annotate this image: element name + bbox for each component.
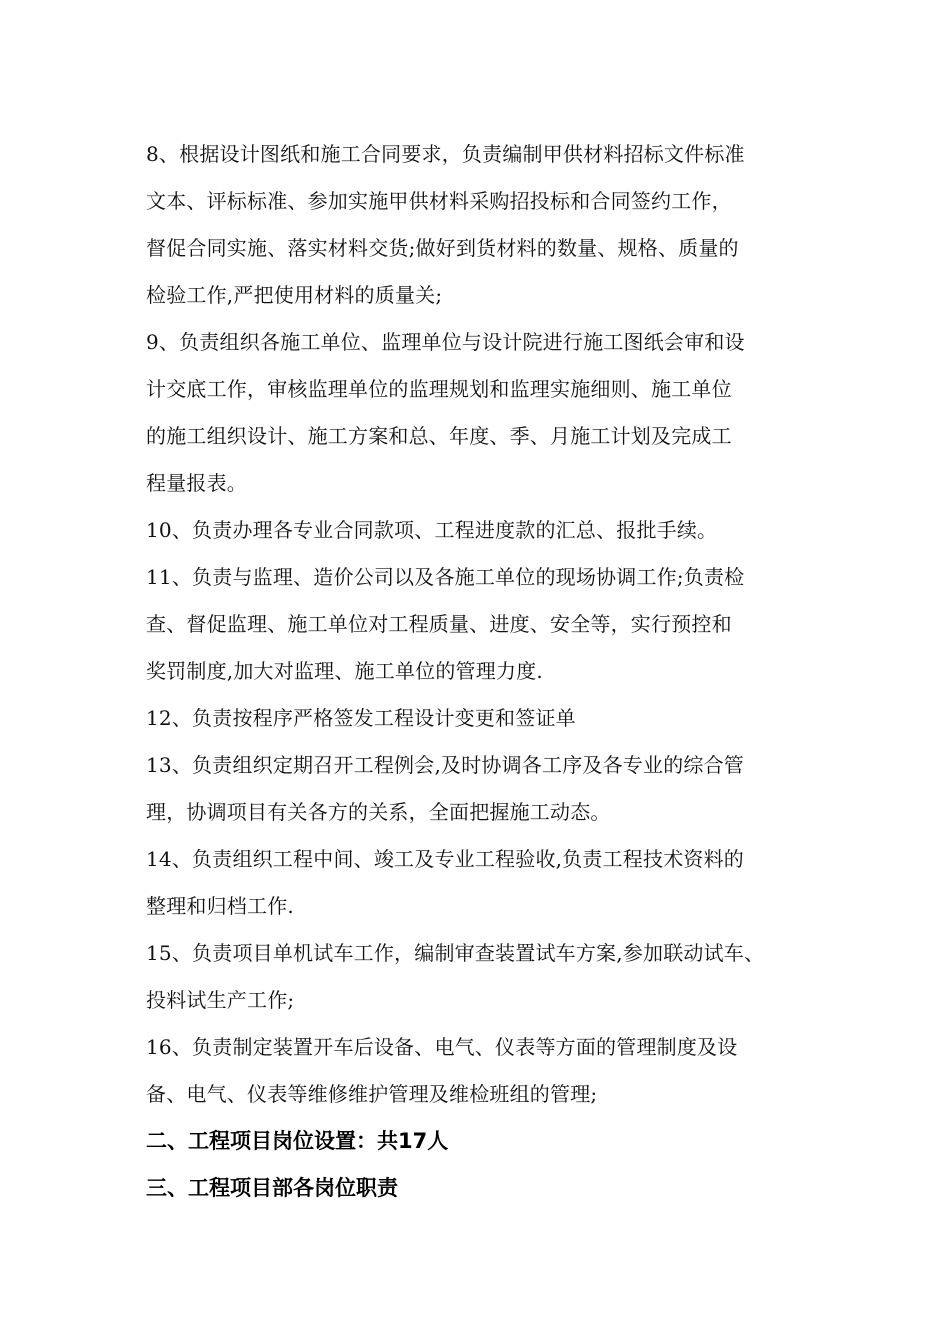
text-line: 11、负责与监理、造价公司以及各施工单位的现场协调工作;负责检 [146,565,745,589]
text-line: 备、电气、仪表等维修维护管理及维检班组的管理; [146,1082,598,1106]
text-line: 9、负责组织各施工单位、监理单位与设计院进行施工图纸会审和设 [146,330,745,354]
text-line: 督促合同实施、落实材料交货;做好到货材料的数量、规格、质量的 [146,236,739,260]
text-line: 的施工组织设计、施工方案和总、年度、季、月施工计划及完成工 [146,424,732,448]
text-line: 14、负责组织工程中间、竣工及专业工程验收,负责工程技术资料的 [146,847,745,871]
text-line: 整理和归档工作. [146,894,294,918]
text-line: 检验工作,严把使用材料的质量关; [146,283,443,307]
text-line: 12、负责按程序严格签发工程设计变更和签证单 [146,706,576,730]
document-body [146,131,826,1212]
text-line: 奖罚制度,加大对监理、施工单位的管理力度. [146,659,543,683]
section-heading-duties: 三、工程项目部各岗位职责 [146,1176,398,1200]
text-line: 10、负责办理各专业合同款项、工程进度款的汇总、报批手续。 [146,518,718,542]
text-line: 查、督促监理、施工单位对工程质量、进度、安全等，实行预控和 [146,612,732,636]
text-line: 理，协调项目有关各方的关系，全面把握施工动态。 [146,800,611,824]
text-line: 15、负责项目单机试车工作，编制审查装置试车方案,参加联动试车、 [146,941,765,965]
text-line: 投料试生产工作; [146,988,295,1012]
text-line: 文本、评标标准、参加实施甲供材料采购招投标和合同签约工作， [146,189,732,213]
section-heading-positions: 二、工程项目岗位设置：共17人 [146,1129,449,1153]
text-line: 8、根据设计图纸和施工合同要求，负责编制甲供材料招标文件标准 [146,142,745,166]
text-line: 13、负责组织定期召开工程例会,及时协调各工序及各专业的综合管 [146,753,745,777]
text-line: 16、负责制定装置开车后设备、电气、仪表等方面的管理制度及设 [146,1035,738,1059]
text-line: 程量报表。 [146,471,247,495]
text-line: 计交底工作，审核监理单位的监理规划和监理实施细则、施工单位 [146,377,732,401]
